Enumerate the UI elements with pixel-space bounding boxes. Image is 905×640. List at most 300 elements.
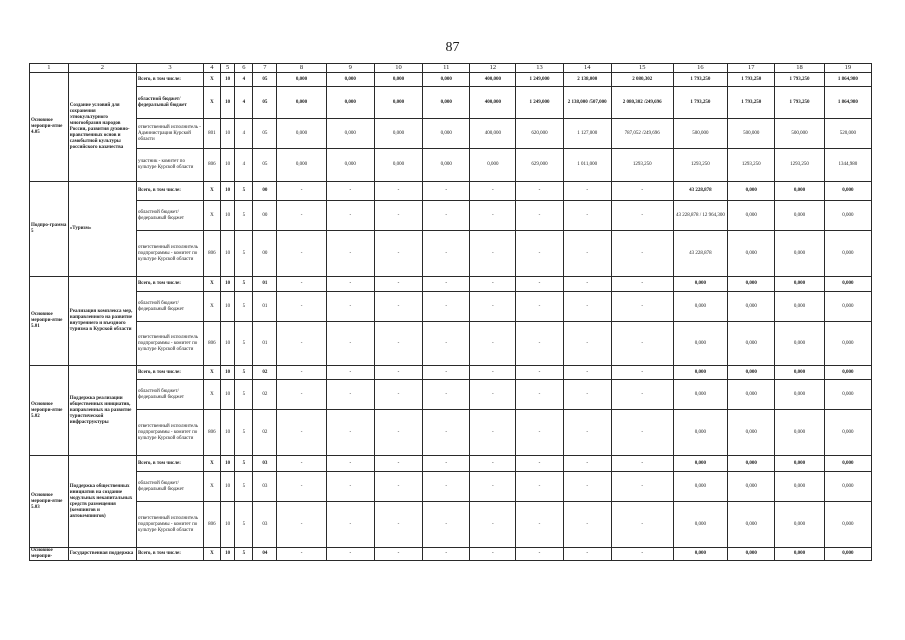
column-header: 12: [470, 64, 516, 73]
value-cell: -: [516, 472, 563, 502]
subsection-code: 5: [235, 472, 253, 502]
value-cell: 0,000: [374, 73, 422, 87]
value-cell: 0,000: [277, 119, 326, 149]
subsection-code: 4: [235, 149, 253, 182]
funding-source: областной бюджет/ федеральный бюджет: [136, 292, 203, 322]
value-cell: -: [516, 292, 563, 322]
value-cell: -: [374, 277, 422, 292]
value-cell: -: [277, 292, 326, 322]
value-cell: 0,000: [326, 87, 374, 119]
value-cell: 0,000: [673, 456, 728, 472]
value-cell: -: [611, 292, 673, 322]
value-cell: -: [470, 182, 516, 201]
value-cell: 1293,250: [611, 149, 673, 182]
row-status: Основное меропри-ятие 5.02: [30, 366, 69, 456]
value-cell: -: [374, 456, 422, 472]
value-cell: -: [326, 366, 374, 380]
funding-source: Всего, в том числе:: [136, 456, 203, 472]
table-row: [30, 322, 872, 366]
value-cell: -: [516, 410, 563, 456]
value-cell: 43 228,878 / 12 964,300: [673, 201, 728, 231]
grbs-code: 806: [204, 231, 221, 277]
value-cell: -: [423, 292, 470, 322]
table-row: [30, 119, 872, 149]
table-row: [30, 456, 872, 472]
value-cell: 0,000: [775, 182, 824, 201]
value-cell: 0,000: [824, 366, 871, 380]
value-cell: 0,000: [423, 73, 470, 87]
value-cell: 0,000: [775, 548, 824, 561]
grbs-code: 806: [204, 502, 221, 548]
target-code: 00: [253, 182, 277, 201]
target-code: 01: [253, 322, 277, 366]
value-cell: -: [470, 201, 516, 231]
section-code: 10: [220, 277, 235, 292]
value-cell: 0,000: [374, 149, 422, 182]
value-cell: -: [563, 201, 611, 231]
value-cell: -: [611, 380, 673, 410]
section-code: 10: [220, 472, 235, 502]
value-cell: 1 793,250: [673, 73, 728, 87]
value-cell: -: [277, 548, 326, 561]
value-cell: -: [277, 456, 326, 472]
value-cell: -: [470, 410, 516, 456]
value-cell: 500,000: [673, 119, 728, 149]
value-cell: 0,000: [326, 149, 374, 182]
value-cell: 0,000: [423, 149, 470, 182]
value-cell: -: [611, 548, 673, 561]
value-cell: -: [277, 322, 326, 366]
subsection-code: 5: [235, 182, 253, 201]
column-header: 6: [235, 64, 253, 73]
value-cell: -: [611, 366, 673, 380]
value-cell: -: [563, 502, 611, 548]
value-cell: 400,000: [470, 87, 516, 119]
budget-table: [29, 63, 872, 561]
value-cell: -: [563, 366, 611, 380]
section-code: 10: [220, 322, 235, 366]
row-status: Основное меропри-: [30, 548, 69, 561]
table-row: [30, 292, 872, 322]
value-cell: 0,000: [728, 410, 775, 456]
target-code: 00: [253, 231, 277, 277]
value-cell: 0,000: [326, 73, 374, 87]
value-cell: -: [374, 472, 422, 502]
value-cell: -: [563, 277, 611, 292]
value-cell: -: [611, 182, 673, 201]
value-cell: -: [423, 380, 470, 410]
value-cell: -: [611, 472, 673, 502]
section-code: 10: [220, 410, 235, 456]
value-cell: -: [277, 410, 326, 456]
grbs-code: 806: [204, 322, 221, 366]
row-name: «Туризм»: [68, 182, 136, 277]
value-cell: 0,000: [775, 410, 824, 456]
value-cell: -: [374, 366, 422, 380]
value-cell: -: [374, 380, 422, 410]
value-cell: -: [516, 231, 563, 277]
value-cell: -: [563, 410, 611, 456]
row-status: Подпро-грамма 5: [30, 182, 69, 277]
value-cell: -: [470, 292, 516, 322]
target-code: 00: [253, 201, 277, 231]
value-cell: -: [374, 548, 422, 561]
subsection-code: 5: [235, 322, 253, 366]
value-cell: 0,000: [423, 119, 470, 149]
value-cell: 0,000: [775, 231, 824, 277]
target-code: 03: [253, 456, 277, 472]
value-cell: -: [516, 182, 563, 201]
subsection-code: 5: [235, 231, 253, 277]
value-cell: -: [374, 292, 422, 322]
value-cell: 0,000: [728, 231, 775, 277]
target-code: 05: [253, 87, 277, 119]
column-header: 16: [673, 64, 728, 73]
value-cell: -: [563, 292, 611, 322]
value-cell: 2 138,000: [563, 73, 611, 87]
value-cell: 1 793,250: [775, 87, 824, 119]
table-row: [30, 149, 872, 182]
grbs-code: 806: [204, 149, 221, 182]
value-cell: 0,000: [673, 548, 728, 561]
value-cell: 1293,250: [673, 149, 728, 182]
value-cell: -: [611, 502, 673, 548]
grbs-code: Х: [204, 73, 221, 87]
value-cell: 0,000: [277, 149, 326, 182]
value-cell: 1 127,000: [563, 119, 611, 149]
value-cell: 0,000: [470, 149, 516, 182]
value-cell: -: [326, 548, 374, 561]
value-cell: 0,000: [326, 119, 374, 149]
section-code: 10: [220, 548, 235, 561]
value-cell: 1 793,250: [728, 87, 775, 119]
value-cell: 1293,250: [775, 149, 824, 182]
target-code: 05: [253, 149, 277, 182]
value-cell: -: [563, 231, 611, 277]
section-code: 10: [220, 182, 235, 201]
value-cell: -: [374, 502, 422, 548]
value-cell: -: [516, 322, 563, 366]
value-cell: -: [423, 277, 470, 292]
value-cell: 620,000: [516, 119, 563, 149]
value-cell: 500,000: [775, 119, 824, 149]
section-code: 10: [220, 231, 235, 277]
value-cell: 0,000: [673, 502, 728, 548]
value-cell: -: [563, 322, 611, 366]
table-row: [30, 201, 872, 231]
row-name: Поддержка реализации общественных инициатив, направленных на развитие туристической инфраструктуры: [68, 366, 136, 456]
target-code: 04: [253, 548, 277, 561]
target-code: 01: [253, 292, 277, 322]
subsection-code: 5: [235, 366, 253, 380]
value-cell: -: [423, 322, 470, 366]
value-cell: -: [277, 182, 326, 201]
value-cell: 2 080,302 /249,696: [611, 87, 673, 119]
value-cell: -: [277, 472, 326, 502]
value-cell: -: [563, 380, 611, 410]
value-cell: -: [470, 277, 516, 292]
value-cell: 0,000: [728, 292, 775, 322]
column-header: 17: [728, 64, 775, 73]
value-cell: -: [423, 366, 470, 380]
value-cell: -: [470, 456, 516, 472]
value-cell: 0,000: [824, 201, 871, 231]
page-number: 87: [445, 40, 460, 55]
section-code: 10: [220, 149, 235, 182]
grbs-code: Х: [204, 182, 221, 201]
value-cell: -: [326, 410, 374, 456]
subsection-code: 4: [235, 119, 253, 149]
value-cell: -: [374, 410, 422, 456]
value-cell: -: [326, 502, 374, 548]
value-cell: 0,000: [775, 502, 824, 548]
value-cell: -: [470, 548, 516, 561]
column-header: 10: [374, 64, 422, 73]
row-name: Реализация комплекса мер, направленного на развитие внутреннего и въездного туризма в Курской области: [68, 277, 136, 366]
value-cell: -: [611, 201, 673, 231]
subsection-code: 5: [235, 502, 253, 548]
value-cell: -: [374, 322, 422, 366]
subsection-code: 5: [235, 410, 253, 456]
value-cell: 1 249,000: [516, 87, 563, 119]
value-cell: -: [516, 201, 563, 231]
value-cell: 0,000: [673, 366, 728, 380]
target-code: 03: [253, 502, 277, 548]
value-cell: -: [470, 322, 516, 366]
column-header: 1: [30, 64, 69, 73]
grbs-code: Х: [204, 548, 221, 561]
table-row: [30, 366, 872, 380]
subsection-code: 5: [235, 277, 253, 292]
funding-source: областной бюджет/ федеральный бюджет: [136, 380, 203, 410]
column-header: 4: [204, 64, 221, 73]
value-cell: -: [423, 201, 470, 231]
funding-source: Всего, в том числе:: [136, 182, 203, 201]
value-cell: -: [277, 277, 326, 292]
table-row: [30, 182, 872, 201]
value-cell: -: [326, 277, 374, 292]
value-cell: -: [277, 502, 326, 548]
subsection-code: 5: [235, 548, 253, 561]
value-cell: 0,000: [673, 322, 728, 366]
value-cell: 0,000: [374, 87, 422, 119]
value-cell: 0,000: [824, 380, 871, 410]
value-cell: -: [423, 548, 470, 561]
section-code: 10: [220, 456, 235, 472]
section-code: 10: [220, 201, 235, 231]
grbs-code: Х: [204, 277, 221, 292]
grbs-code: Х: [204, 456, 221, 472]
value-cell: -: [326, 231, 374, 277]
target-code: 05: [253, 73, 277, 87]
value-cell: 0,000: [728, 380, 775, 410]
value-cell: 0,000: [775, 277, 824, 292]
table-row: [30, 548, 872, 561]
value-cell: -: [374, 231, 422, 277]
column-header: 2: [68, 64, 136, 73]
subsection-code: 4: [235, 73, 253, 87]
value-cell: 1 793,250: [673, 87, 728, 119]
column-header: 5: [220, 64, 235, 73]
value-cell: -: [516, 548, 563, 561]
section-code: 10: [220, 292, 235, 322]
value-cell: -: [516, 277, 563, 292]
value-cell: 0,000: [775, 456, 824, 472]
value-cell: 0,000: [423, 87, 470, 119]
grbs-code: 806: [204, 410, 221, 456]
value-cell: -: [423, 472, 470, 502]
subsection-code: 5: [235, 292, 253, 322]
value-cell: 0,000: [728, 456, 775, 472]
table-row: [30, 277, 872, 292]
value-cell: -: [611, 322, 673, 366]
subsection-code: 4: [235, 87, 253, 119]
value-cell: 0,000: [728, 322, 775, 366]
target-code: 01: [253, 277, 277, 292]
row-name: Поддержка общественных инициатив на создание модульных некапитальных средств размещения (кемпингов и автокемпингов): [68, 456, 136, 548]
column-header: 15: [611, 64, 673, 73]
value-cell: -: [563, 456, 611, 472]
funding-source: ответственный исполнитель подпрограммы - комитет по культуре Курской области: [136, 231, 203, 277]
value-cell: 629,000: [516, 149, 563, 182]
value-cell: 0,000: [277, 73, 326, 87]
value-cell: 0,000: [673, 277, 728, 292]
target-code: 05: [253, 119, 277, 149]
value-cell: -: [563, 182, 611, 201]
value-cell: 0,000: [775, 472, 824, 502]
value-cell: -: [326, 380, 374, 410]
value-cell: 0,000: [728, 502, 775, 548]
section-code: 10: [220, 119, 235, 149]
value-cell: -: [516, 456, 563, 472]
value-cell: 1293,250: [728, 149, 775, 182]
funding-source: участник - комитет по культуре Курской области: [136, 149, 203, 182]
table-row: [30, 502, 872, 548]
value-cell: 43 228,878: [673, 231, 728, 277]
value-cell: -: [277, 380, 326, 410]
value-cell: 2 138,000 /507,000: [563, 87, 611, 119]
value-cell: -: [277, 201, 326, 231]
value-cell: -: [326, 182, 374, 201]
subsection-code: 5: [235, 380, 253, 410]
value-cell: 0,000: [374, 119, 422, 149]
value-cell: -: [326, 456, 374, 472]
column-header: 8: [277, 64, 326, 73]
column-header: 11: [423, 64, 470, 73]
row-name: Государственная поддержка: [68, 548, 136, 561]
value-cell: 2 080,302: [611, 73, 673, 87]
value-cell: -: [516, 366, 563, 380]
grbs-code: Х: [204, 292, 221, 322]
value-cell: 500,000: [728, 119, 775, 149]
table-row: [30, 472, 872, 502]
value-cell: -: [611, 231, 673, 277]
value-cell: -: [277, 366, 326, 380]
column-header: 13: [516, 64, 563, 73]
column-number-row: [30, 64, 872, 73]
value-cell: 1 793,250: [775, 73, 824, 87]
value-cell: -: [423, 231, 470, 277]
value-cell: -: [326, 472, 374, 502]
value-cell: 0,000: [775, 292, 824, 322]
value-cell: -: [374, 182, 422, 201]
value-cell: -: [423, 502, 470, 548]
table-row: [30, 231, 872, 277]
funding-source: ответственный исполнитель подпрограммы - комитет по культуре Курской области: [136, 322, 203, 366]
value-cell: 0,000: [277, 87, 326, 119]
value-cell: 0,000: [775, 380, 824, 410]
column-header: 9: [326, 64, 374, 73]
value-cell: -: [423, 410, 470, 456]
value-cell: 0,000: [775, 366, 824, 380]
value-cell: 1 864,980: [824, 87, 871, 119]
value-cell: -: [611, 277, 673, 292]
section-code: 10: [220, 73, 235, 87]
value-cell: 0,000: [824, 502, 871, 548]
value-cell: 0,000: [824, 410, 871, 456]
value-cell: 0,000: [728, 366, 775, 380]
value-cell: 1344,980: [824, 149, 871, 182]
table-row: [30, 73, 872, 87]
value-cell: -: [374, 201, 422, 231]
value-cell: -: [423, 182, 470, 201]
funding-source: областной бюджет/ федеральный бюджет: [136, 472, 203, 502]
target-code: 02: [253, 380, 277, 410]
value-cell: 0,000: [824, 456, 871, 472]
section-code: 10: [220, 87, 235, 119]
grbs-code: Х: [204, 380, 221, 410]
value-cell: 1 793,250: [728, 73, 775, 87]
value-cell: 0,000: [728, 201, 775, 231]
funding-source: областной бюджет/ федеральный бюджет: [136, 87, 203, 119]
grbs-code: Х: [204, 87, 221, 119]
funding-source: Всего, в том числе:: [136, 548, 203, 561]
value-cell: -: [423, 456, 470, 472]
value-cell: -: [326, 292, 374, 322]
row-status: Основное меропри-ятие 4.05: [30, 73, 69, 182]
target-code: 03: [253, 472, 277, 502]
row-name: Создание условий для сохранения этнокультурного многообразия народов России, развития духовно-нравственных основ и самобытной культуры российского казачества: [68, 73, 136, 182]
value-cell: 0,000: [824, 472, 871, 502]
subsection-code: 5: [235, 201, 253, 231]
column-header: 14: [563, 64, 611, 73]
value-cell: -: [326, 201, 374, 231]
value-cell: -: [563, 548, 611, 561]
value-cell: 43 228,878: [673, 182, 728, 201]
funding-source: ответственный исполнитель подпрограммы - комитет по культуре Курской области: [136, 502, 203, 548]
target-code: 02: [253, 366, 277, 380]
value-cell: -: [470, 231, 516, 277]
value-cell: -: [611, 410, 673, 456]
column-header: 3: [136, 64, 203, 73]
value-cell: -: [470, 472, 516, 502]
column-header: 7: [253, 64, 277, 73]
column-header: 18: [775, 64, 824, 73]
value-cell: 400,000: [470, 119, 516, 149]
funding-source: ответственный исполнитель подпрограммы - комитет по культуре Курской области: [136, 410, 203, 456]
value-cell: 0,000: [824, 322, 871, 366]
row-status: Основное меропри-ятие 5.03: [30, 456, 69, 548]
value-cell: 0,000: [775, 201, 824, 231]
value-cell: 0,000: [673, 292, 728, 322]
table-row: [30, 380, 872, 410]
value-cell: 0,000: [728, 277, 775, 292]
section-code: 10: [220, 366, 235, 380]
value-cell: 0,000: [673, 472, 728, 502]
column-header: 19: [824, 64, 871, 73]
subsection-code: 5: [235, 456, 253, 472]
value-cell: -: [470, 502, 516, 548]
